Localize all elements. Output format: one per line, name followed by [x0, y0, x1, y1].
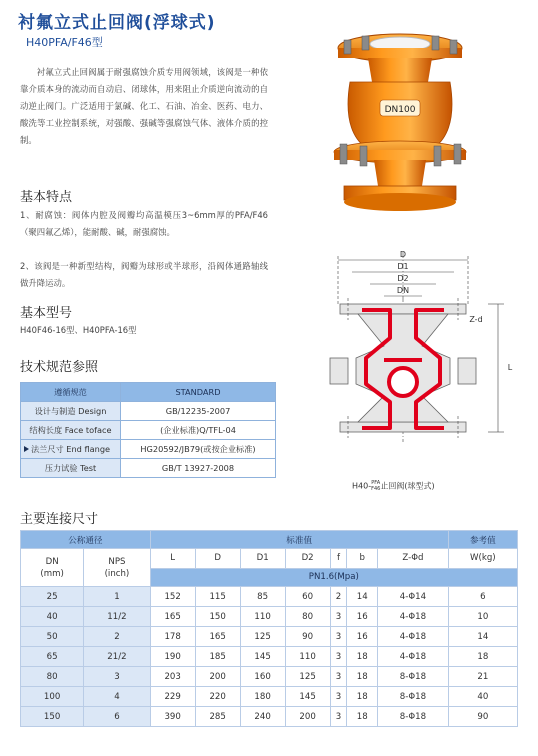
table-cell: 80	[285, 607, 330, 627]
caption-materials	[371, 480, 380, 492]
table-cell: 90	[448, 707, 517, 727]
col-zd: Z-Φd	[378, 549, 449, 569]
caption-prefix: H40-	[352, 481, 372, 491]
table-cell: 165	[150, 607, 195, 627]
spec-value: STANDARD	[121, 383, 276, 402]
models-list: H40F46-16型、H40PFA-16型	[20, 325, 137, 335]
dim-label-d2: D2	[397, 274, 409, 283]
table-cell: 4-Φ18	[378, 647, 449, 667]
table-cell: 125	[240, 627, 285, 647]
table-cell: 115	[195, 587, 240, 607]
table-cell: 180	[240, 687, 285, 707]
table-cell: 21/2	[84, 647, 150, 667]
table-cell: 185	[195, 647, 240, 667]
table-cell: 14	[347, 587, 378, 607]
dims-group-row	[21, 531, 518, 549]
table-cell: 3	[330, 647, 347, 667]
table-cell: 6	[84, 707, 150, 727]
group-standard: 标准值	[150, 531, 448, 549]
table-cell: 60	[285, 587, 330, 607]
table-cell: 178	[150, 627, 195, 647]
dim-label-d1: D1	[397, 262, 409, 271]
table-cell: 3	[330, 687, 347, 707]
spec-value: GB/T 13927-2008	[121, 459, 276, 478]
table-cell: 14	[448, 627, 517, 647]
table-cell: 80	[21, 667, 84, 687]
col-l: L	[150, 549, 195, 569]
feature-item-2: 2、该阀是一种新型结构，阀瓣为球形或半球形，沿阀体通路轴线做升降运动。	[20, 261, 268, 288]
table-cell: 65	[21, 647, 84, 667]
table-cell: 18	[347, 667, 378, 687]
col-d2: D2	[285, 549, 330, 569]
table-cell: 25	[21, 587, 84, 607]
dim-label-dn: DN	[396, 286, 410, 295]
col-dn-label: DN	[45, 556, 59, 567]
table-cell: 40	[21, 607, 84, 627]
models-heading: 基本型号	[20, 306, 73, 321]
caption-sup: PFA	[371, 480, 381, 486]
table-cell: 100	[21, 687, 84, 707]
spec-label: 结构长度 Face toface	[21, 421, 121, 440]
table-cell: 203	[150, 667, 195, 687]
spec-label: 设计与制造 Design	[21, 402, 121, 421]
table-cell: 229	[150, 687, 195, 707]
table-cell: 145	[285, 687, 330, 707]
col-b: b	[347, 549, 378, 569]
table-cell: 18	[347, 647, 378, 667]
table-cell: 16	[347, 607, 378, 627]
pn-label: PN1.6(Mpa)	[150, 568, 517, 587]
table-cell: 390	[150, 707, 195, 727]
table-cell: 200	[285, 707, 330, 727]
table-cell: 165	[195, 627, 240, 647]
table-cell: 3	[330, 667, 347, 687]
table-cell: 190	[150, 647, 195, 667]
caption-suffix: 止回阀(球型式)	[380, 481, 435, 491]
table-cell: 4-Φ18	[378, 607, 449, 627]
spec-label: 法兰尺寸 End flange	[21, 440, 121, 459]
table-cell: 3	[330, 607, 347, 627]
spec-value: HG20592/JB79(或按企业标准)	[121, 440, 276, 459]
spec-row	[21, 440, 276, 459]
dim-label-zd: Z-d	[469, 315, 483, 324]
spec-row	[21, 402, 276, 421]
table-cell: 18	[347, 707, 378, 727]
feature-item-1: 1、耐腐蚀：阀体内腔及阀瓣均高温模压3~6mm厚的PFA/F46（聚四氟乙烯），能耐酸、碱，耐强腐蚀。	[20, 210, 268, 237]
table-cell: 40	[448, 687, 517, 707]
table-cell: 90	[285, 627, 330, 647]
table-cell: 3	[330, 627, 347, 647]
table-cell: 200	[195, 667, 240, 687]
table-row	[21, 687, 518, 707]
caption-sub: F46	[371, 486, 381, 492]
spec-row	[21, 459, 276, 478]
table-cell: 3	[330, 707, 347, 727]
table-cell: 2	[330, 587, 347, 607]
col-nps	[84, 549, 150, 587]
drawing-caption	[352, 480, 435, 492]
table-cell: 240	[240, 707, 285, 727]
spec-value: GB/12235-2007	[121, 402, 276, 421]
col-dn	[21, 549, 84, 587]
col-nps-label: NPS	[108, 556, 126, 567]
valve-section-drawing	[318, 242, 518, 482]
table-row	[21, 587, 518, 607]
col-nps-unit: (inch)	[104, 568, 130, 579]
col-w: W(kg)	[448, 549, 517, 569]
dim-label-l: L	[507, 363, 513, 372]
table-cell: 152	[150, 587, 195, 607]
table-cell: 50	[21, 627, 84, 647]
dims-heading: 主要连接尺寸	[20, 512, 99, 527]
table-cell: 85	[240, 587, 285, 607]
table-row	[21, 627, 518, 647]
col-d1: D1	[240, 549, 285, 569]
table-cell: 21	[448, 667, 517, 687]
spec-value: (企业标准)Q/TFL-04	[121, 421, 276, 440]
table-cell: 4-Φ14	[378, 587, 449, 607]
dims-body	[21, 587, 518, 727]
spec-label: 压力试验 Test	[21, 459, 121, 478]
features-heading: 基本特点	[20, 190, 73, 205]
col-d: D	[195, 549, 240, 569]
spec-label: 遵循规范	[21, 383, 121, 402]
spec-row	[21, 421, 276, 440]
table-cell: 8-Φ18	[378, 667, 449, 687]
table-row	[21, 667, 518, 687]
spec-row	[21, 383, 276, 402]
table-cell: 3	[84, 667, 150, 687]
dim-label-d: D	[399, 250, 407, 259]
table-row	[21, 647, 518, 667]
table-cell: 16	[347, 627, 378, 647]
table-cell: 160	[240, 667, 285, 687]
table-cell: 4	[84, 687, 150, 707]
table-cell: 125	[285, 667, 330, 687]
group-reference: 参考值	[448, 531, 517, 549]
spec-table	[20, 382, 276, 478]
table-cell: 8-Φ18	[378, 707, 449, 727]
page-title: 衬氟立式止回阀(浮球式)	[18, 13, 216, 33]
table-cell: 145	[240, 647, 285, 667]
intro-paragraph: 衬氟立式止回阀属于耐强腐蚀介质专用阀领域，该阀是一种依靠介质本身的流动而自动启、闭球体，用来阻止介质逆向流动的自动逆止阀门。广泛适用于氯碱、化工、石油、冶金、医药、电力、酸洗等工业控制系统，对强酸、强碱等强腐蚀气体、液体介质的控制。	[20, 67, 268, 145]
table-cell: 110	[285, 647, 330, 667]
model-subtitle: H40PFA/F46型	[26, 36, 103, 49]
specs-heading: 技术规范参照	[20, 360, 99, 375]
dims-table	[20, 530, 518, 727]
table-cell: 6	[448, 587, 517, 607]
table-cell: 1	[84, 587, 150, 607]
col-dn-unit: (mm)	[40, 568, 64, 579]
table-cell: 18	[347, 687, 378, 707]
table-cell: 11/2	[84, 607, 150, 627]
valve-photo	[282, 20, 518, 216]
table-row	[21, 607, 518, 627]
table-cell: 110	[240, 607, 285, 627]
table-cell: 18	[448, 647, 517, 667]
table-cell: 10	[448, 607, 517, 627]
valve-tag-label: DN100	[384, 105, 416, 115]
table-cell: 285	[195, 707, 240, 727]
table-row	[21, 707, 518, 727]
dims-header-row	[21, 549, 518, 569]
table-cell: 2	[84, 627, 150, 647]
group-nominal: 公称通径	[21, 531, 151, 549]
table-cell: 220	[195, 687, 240, 707]
table-cell: 4-Φ18	[378, 627, 449, 647]
col-f: f	[330, 549, 347, 569]
table-cell: 8-Φ18	[378, 687, 449, 707]
table-cell: 150	[21, 707, 84, 727]
table-cell: 150	[195, 607, 240, 627]
